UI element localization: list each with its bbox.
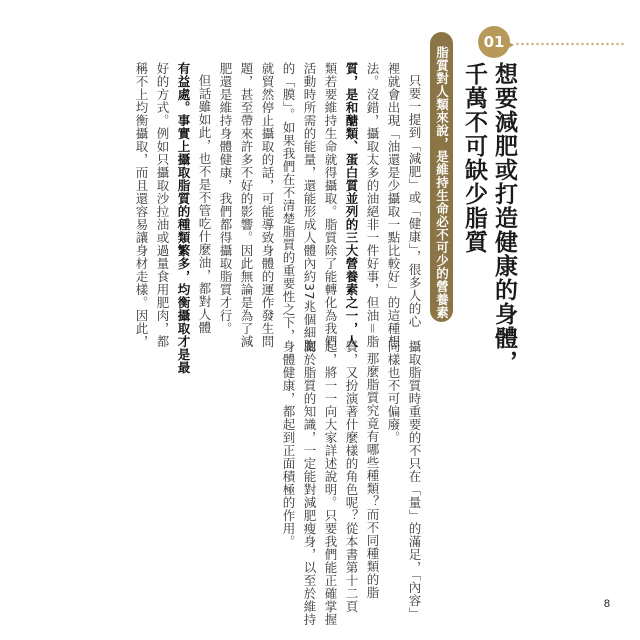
para1-line: 類若要維持生命就得攝取。脂質除了能轉化為我們 — [323, 62, 338, 348]
para3-line: 攝取脂質時重要的不只在「量」的滿足，「內容」 — [407, 340, 422, 620]
para3-line: 起，將一一向大家詳述說明。只要我們能正確掌握 — [323, 340, 338, 626]
page-number: 8 — [603, 598, 610, 610]
para2-line: 有益處。事實上攝取脂質的種類繁多，均衡攝取才是最 — [176, 62, 191, 374]
para1-line: 裡就會出現「油還是少攝取一點比較好」的這種想 — [386, 62, 401, 348]
para1-line: 只要一提到「減肥」或「健康」，很多人的心 — [407, 74, 422, 328]
para3-line: 那麼脂質究竟有哪些種類？而不同種類的脂 — [365, 352, 380, 599]
para3-line: 質，又扮演著什麼樣的角色呢？從本書第十二頁 — [344, 340, 359, 613]
para3-line: 同樣也不可偏廢。 — [386, 340, 401, 444]
para3-line: 關於脂質的知識，一定能對減肥瘦身，以至於維持 — [302, 340, 317, 626]
para2-line: 稱不上均衡攝取，而且還容易讓身材走樣。因此， — [134, 62, 149, 348]
title-line-2: 千萬不可缺少脂質 — [461, 62, 487, 254]
para1-line: 肥還是維持身體健康，我們都得攝取脂質才行。 — [218, 62, 233, 335]
para1-line: 題，甚至帶來許多不好的影響。因此無論是為了減 — [239, 62, 254, 348]
para1-line: 質，是和醣類、蛋白質並列的三大營養素之一，人 — [344, 62, 359, 348]
para3-line: 身體健康，都起到正面積極的作用。 — [281, 340, 296, 548]
dotted-rule — [515, 42, 625, 46]
para1-line: 的「膜」。如果我們在不清楚脂質的重要性之下， — [281, 62, 296, 342]
chapter-number: 01 — [478, 26, 510, 58]
para2-line: 好的方式。例如只攝取沙拉油或過量食用肥肉，都 — [155, 62, 170, 348]
title-line-1: 想要減肥或打造健康的身體， — [491, 62, 517, 374]
para1-line: 活動時所需的能量，還能形成人體內約37兆個細胞 — [302, 62, 317, 352]
para2-line: 但話雖如此，也不是不管吃什麼油，都對人體 — [197, 74, 212, 334]
subtitle-pill: 脂質對人類來說，是維持生命必不可少的營養素 — [430, 32, 453, 322]
para1-line: 法。沒錯，攝取太多的油絕非一件好事，但油＝脂 — [365, 62, 380, 349]
badge-tail — [505, 40, 514, 50]
para1-line: 就貿然停止攝取的話，可能導致身體的運作發生問 — [260, 62, 275, 348]
